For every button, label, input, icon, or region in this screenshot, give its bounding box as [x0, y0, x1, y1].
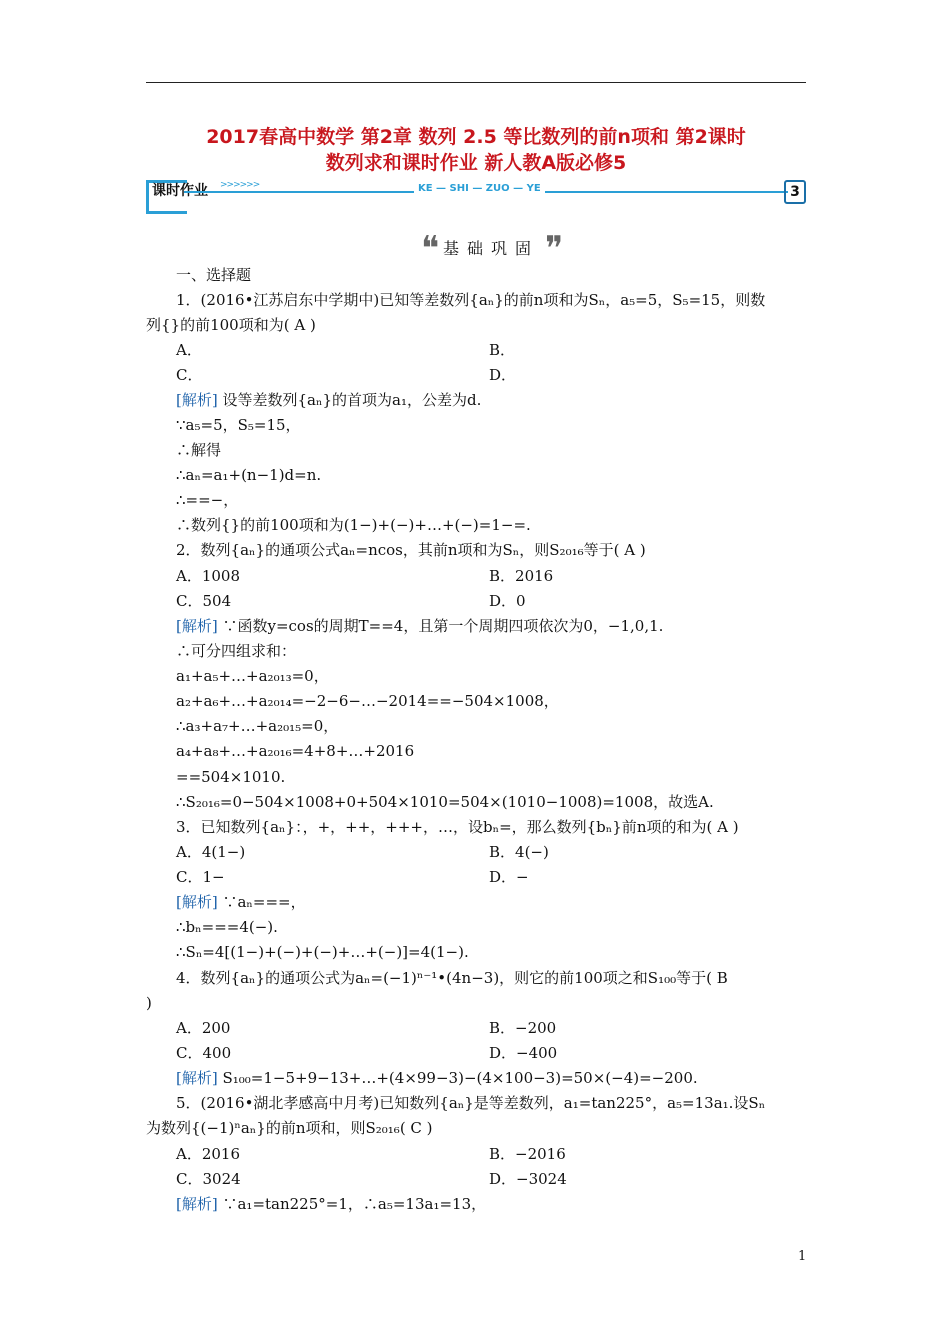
- text-line: 3．已知数列{aₙ}：，+，++，+++，…，设bₙ=，那么数列{bₙ}前n项的和为( A ): [176, 818, 739, 836]
- text-line: [解析] ∵函数y=cos的周期T==4，且第一个周期四项依次为0，−1,0,1.: [176, 617, 664, 635]
- analysis-tag: [解析]: [176, 391, 218, 409]
- text-line: A．1008: [176, 567, 241, 585]
- analysis-tag: [解析]: [176, 1195, 218, 1213]
- text-line: C．: [176, 366, 203, 384]
- text-line: ∴可分四组求和：: [176, 642, 297, 660]
- text-line: B．−200: [489, 1019, 557, 1037]
- text-line: a₄+a₈+…+a₂₀₁₆=4+8+…+2016: [176, 742, 415, 760]
- text-line: A．: [176, 341, 202, 359]
- text-line: D．−400: [489, 1044, 558, 1062]
- text-line: a₂+a₆+…+a₂₀₁₄=−2−6−…−2014==−504×1008，: [176, 692, 559, 710]
- text-line: 一、选择题: [176, 266, 252, 284]
- document-title-line2: 数列求和课时作业 新人教A版必修5: [325, 152, 627, 174]
- text-line: [解析] ∵a₁=tan225°=1，∴a₅=13a₁=13，: [176, 1195, 487, 1213]
- text-line: 2．数列{aₙ}的通项公式aₙ=ncos，其前n项和为Sₙ，则S₂₀₁₆等于( A ): [176, 541, 646, 559]
- text-line: ==504×1010.: [176, 768, 286, 786]
- text-line: C．3024: [176, 1170, 241, 1188]
- text-line: 1．(2016•江苏启东中学期中)已知等差数列{aₙ}的前n项和为Sₙ，a₅=5，S₅=15，则数: [176, 291, 766, 309]
- text-line: ∴数列{}的前100项和为(1−)+(−)+…+(−)=1−=.: [176, 516, 531, 534]
- text-line: A．4(1−): [176, 843, 246, 861]
- banner-number-badge: 3: [784, 180, 806, 204]
- banner-label: 课时作业: [152, 183, 208, 199]
- analysis-tag: [解析]: [176, 617, 218, 635]
- homework-banner: [146, 178, 806, 214]
- text-line: C．1−: [176, 868, 225, 886]
- text-line: [解析] 设等差数列{aₙ}的首项为a₁，公差为d.: [176, 391, 482, 409]
- text-line: C．504: [176, 592, 232, 610]
- text-line: D．0: [489, 592, 526, 610]
- open-quote-icon: ❝: [421, 229, 440, 269]
- text-line: ∴a₃+a₇+…+a₂₀₁₅=0，: [176, 717, 339, 735]
- section-heading: [415, 229, 565, 269]
- text-line: ∴==−，: [176, 491, 239, 509]
- text-line: ∴解得: [176, 441, 222, 459]
- text-line: [解析] ∵aₙ===，: [176, 893, 306, 911]
- text-line: 4．数列{aₙ}的通项公式为aₙ=(−1)ⁿ⁻¹•(4n−3)，则它的前100项之和S₁₀₀等于( B: [176, 969, 728, 987]
- page-number: 1: [798, 1249, 807, 1264]
- text-line: 5．(2016•湖北孝感高中月考)已知数列{aₙ}是等差数列，a₁=tan225°，a₅=13a₁.设Sₙ: [176, 1094, 766, 1112]
- text-line: D．−3024: [489, 1170, 567, 1188]
- close-quote-icon: ❞: [545, 229, 564, 269]
- text-line: B．2016: [489, 567, 554, 585]
- text-line: ∴S₂₀₁₆=0−504×1008+0+504×1010=504×(1010−1008)=1008，故选A.: [176, 793, 714, 811]
- text-line: ∴aₙ=a₁+(n−1)d=n.: [176, 466, 322, 484]
- banner-pinyin: KE — SHI — ZUO — YE: [414, 183, 545, 194]
- text-line: 为数列{(−1)ⁿaₙ}的前n项和，则S₂₀₁₆( C ): [146, 1119, 433, 1137]
- text-line: D．: [489, 366, 517, 384]
- text-line: D．−: [489, 868, 529, 886]
- text-line: ∵a₅=5，S₅=15，: [176, 416, 301, 434]
- section-title: 基础巩固: [443, 239, 540, 258]
- text-line: a₁+a₅+…+a₂₀₁₃=0，: [176, 667, 329, 685]
- banner-arrows: >>>>>>: [220, 180, 260, 190]
- text-line: [解析] S₁₀₀=1−5+9−13+…+(4×99−3)−(4×100−3)=50×(−4)=−200.: [176, 1069, 698, 1087]
- text-line: B．−2016: [489, 1145, 566, 1163]
- analysis-tag: [解析]: [176, 893, 218, 911]
- text-line: ): [146, 994, 152, 1012]
- text-line: 列{}的前100项和为( A ): [146, 316, 316, 334]
- text-line: B．: [489, 341, 516, 359]
- text-line: A．2016: [176, 1145, 241, 1163]
- text-line: ∴bₙ===4(−).: [176, 918, 278, 936]
- analysis-tag: [解析]: [176, 1069, 218, 1087]
- text-line: A．200: [176, 1019, 231, 1037]
- document-title-line1: 2017春高中数学 第2章 数列 2.5 等比数列的前n项和 第2课时: [206, 126, 746, 148]
- header-rule: [146, 82, 806, 83]
- text-line: B．4(−): [489, 843, 549, 861]
- text-line: ∴Sₙ=4[(1−)+(−)+(−)+…+(−)]=4(1−).: [176, 943, 469, 961]
- text-line: C．400: [176, 1044, 232, 1062]
